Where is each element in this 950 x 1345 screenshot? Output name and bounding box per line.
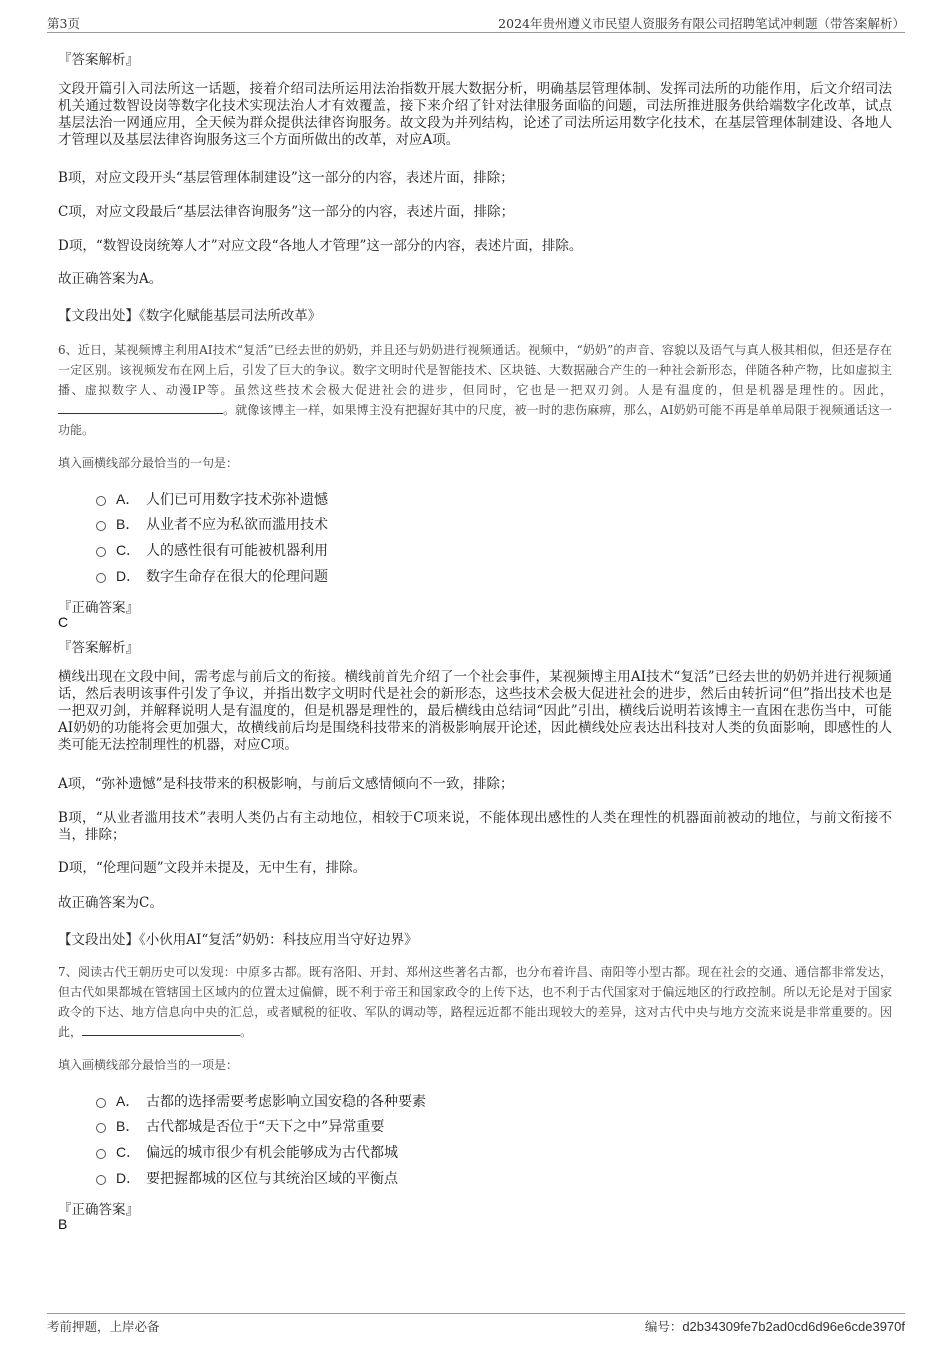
q7-option-c[interactable]: C． 偏远的城市很少有机会能够成为古代都城 (96, 1142, 398, 1162)
page-number: 第3页 (47, 16, 80, 31)
q6-option-a-note: A项，“弥补遗憾”是科技带来的积极影响，与前后文感情倾向不一致，排除； (58, 776, 514, 792)
radio-icon[interactable] (96, 521, 106, 531)
q7-option-b[interactable]: B． 古代都城是否位于“天下之中”异常重要 (96, 1116, 384, 1136)
radio-icon[interactable] (96, 547, 106, 557)
q6-option-d[interactable]: D． 数字生命存在很大的伦理问题 (96, 566, 328, 586)
q6-option-b-note: B项，“从业者滥用技术”表明人类仍占有主动地位，相较于C项来说，不能体现出感性的人类在理性的机器面前被动的地位，与前文衔接不当，排除； (58, 810, 892, 843)
q6-answer-label: 『正确答案』 (58, 600, 139, 616)
radio-icon[interactable] (96, 1175, 106, 1185)
q5-option-b-note: B项，对应文段开头“基层管理体制建设”这一部分的内容，表述片面，排除； (58, 170, 514, 186)
q6-option-c[interactable]: C． 人的感性很有可能被机器利用 (96, 540, 328, 560)
footer-slogan: 考前押题，上岸必备 (47, 1319, 160, 1334)
page-footer (47, 1313, 905, 1334)
radio-icon[interactable] (96, 573, 106, 583)
q6-option-a[interactable]: A． 人们已可用数字技术弥补遗憾 (96, 489, 328, 509)
q6-source: 【文段出处】《小伙用AI“复活”奶奶：科技应用当守好边界》 (58, 932, 418, 948)
q7-stem: 7、阅读古代王朝历史可以发现：中原多古都。既有洛阳、开封、郑州这些著名古都，也分布着许昌、南阳等小型古都。现在社会的交通、通信都非常发达，但古代如果都城在管辖国土区域内的位置太过偏僻，既不利于帝王和国家政令的上传下达，也不利于古代国家对于偏远地区的行政控制。所以无论是对于国家政令的下达、地方信息向中央的汇总，或者赋税的征收、军队的调动等，路程远近都不能出现较大的差异，这对古代中央与地方交流来说是非常重要的。因此， 。 (58, 965, 892, 1039)
q5-analysis-label: 『答案解析』 (58, 52, 139, 68)
q7-answer-label: 『正确答案』 (58, 1202, 139, 1218)
q7-blank (82, 1023, 240, 1036)
q6-analysis-text: 横线出现在文段中间，需考虑与前后文的衔接。横线前首先介绍了一个社会事件，某视频博主用AI技术“复活”已经去世的奶奶并进行视频通话，然后表明该事件引发了争议，并指出数字文明时代是社会的新形态，这些技术会极大促进社会的进步，然后由转折词“但”指出技术也是一把双刃剑，并解释说明人是有温度的，但是机器是理性的，最后横线由总结词“因此”引出，横线后说明若该博主一直困在悲伤当中，可能AI奶奶的功能将会更加强大，故横线前后均是围绕科技带来的消极影响展开论述，因此横线处应表达出科技对人类的负面影响，即感性的人类可能无法控制理性的机器，对应C项。 (58, 669, 892, 753)
q6-blank (58, 401, 223, 414)
page-header (47, 14, 905, 33)
radio-icon[interactable] (96, 1098, 106, 1108)
q5-conclusion: 故正确答案为A。 (58, 271, 163, 287)
q7-answer: B (58, 1216, 68, 1232)
q6-answer: C (58, 614, 69, 630)
q7-option-d[interactable]: D． 要把握都城的区位与其统治区域的平衡点 (96, 1168, 398, 1188)
q6-prompt: 填入画横线部分最恰当的一句是： (58, 456, 239, 470)
q5-option-c-note: C项，对应文段最后“基层法律咨询服务”这一部分的内容，表述片面，排除； (58, 204, 515, 220)
radio-icon[interactable] (96, 496, 106, 506)
q5-source: 【文段出处】《数字化赋能基层司法所改革》 (58, 308, 322, 324)
q6-analysis-label: 『答案解析』 (58, 640, 139, 656)
radio-icon[interactable] (96, 1123, 106, 1133)
q7-option-a[interactable]: A． 古都的选择需要考虑影响立国安稳的各种要素 (96, 1091, 426, 1111)
document-title: 2024年贵州遵义市民望人资服务有限公司招聘笔试冲刺题（带答案解析） (498, 16, 905, 31)
document-code: 编号：d2b34309fe7b2ad0cd6d96e6cde3970f (644, 1319, 905, 1334)
q6-conclusion: 故正确答案为C。 (58, 895, 163, 911)
q6-stem: 6、近日，某视频博主利用AI技术“复活”已经去世的奶奶，并且还与奶奶进行视频通话。视频中，“奶奶”的声音、容貌以及语气与真人极其相似，但还是存在一定区别。该视频发布在网上后，引发了巨大的争议。数字文明时代是智能技术、区块链、大数据融合产生的一种社会新形态，伴随各种产物，比如虚拟主播、虚拟数字人、动漫IP等。虽然这些技术会极大促进社会的进步，但同时，它也是一把双刃剑。人是有温度的，但是机器是理性的。因此，。就像该博主一样，如果博主没有把握好其中的尺度，被一时的悲伤麻痹，那么，AI奶奶可能不再是单单局限于视频通话这一功能。 (58, 343, 892, 437)
radio-icon[interactable] (96, 1149, 106, 1159)
q5-option-d-note: D项，“数智设岗统筹人才”对应文段“各地人才管理”这一部分的内容，表述片面，排除。 (58, 238, 583, 254)
q5-analysis-text: 文段开篇引入司法所这一话题，接着介绍司法所运用法治指数开展大数据分析，明确基层管理体制、发挥司法所的功能作用，后文介绍司法机关通过数智设岗等数字化技术实现法治人才有效覆盖，接下来介绍了针对法律服务面临的问题，司法所推进服务供给端数字化改革，试点基层法治一网通应用，全天候为群众提供法律咨询服务。故文段为并列结构，论述了司法所运用数字化技术，在基层管理体制建设、各地人才管理以及基层法律咨询服务这三个方面所做出的改革，对应A项。 (58, 81, 892, 148)
q6-option-d-note: D项，“伦理问题”文段并未提及，无中生有，排除。 (58, 860, 367, 876)
q7-prompt: 填入画横线部分最恰当的一项是： (58, 1058, 239, 1072)
q6-option-b[interactable]: B． 从业者不应为私欲而滥用技术 (96, 514, 328, 534)
